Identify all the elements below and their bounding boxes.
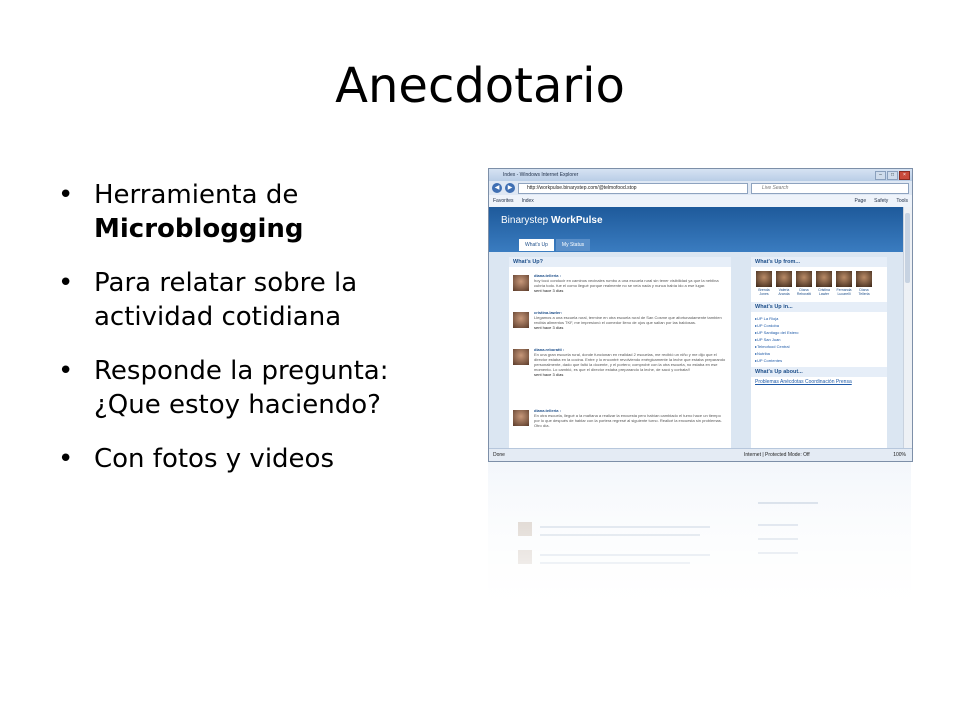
avatar[interactable] — [513, 275, 529, 291]
app-banner — [489, 207, 904, 252]
address-row — [489, 181, 912, 195]
friend-item[interactable]: Brenda Jones — [755, 271, 773, 296]
friend-item[interactable]: Cristina Lawler — [815, 271, 833, 296]
bullet-item: • Herramienta de Microblogging — [58, 178, 438, 246]
safety-menu[interactable]: Safety — [874, 198, 889, 204]
status-text: Done — [493, 452, 505, 458]
page-content — [489, 207, 904, 449]
place-link[interactable]: ▸ Telmofood Central — [755, 343, 883, 350]
list-item — [509, 402, 731, 439]
close-icon[interactable]: × — [899, 171, 910, 180]
search-input[interactable]: Live Search — [751, 183, 909, 194]
address-bar[interactable]: http://workpulse.binarystep.com/@telmofood.stop — [518, 183, 748, 194]
place-link[interactable]: ▸ UP San Juan — [755, 336, 883, 343]
post-text: hoy tocó conducir en caminos vecinales rumbo a una escuela rural sin tener visibilidad ya que la neblina cubría todo. fue el como llegué porque realmente no se veía nada y nunca había ido a ese lugar. — [534, 278, 719, 288]
whats-up-panel — [509, 257, 731, 449]
tab-whats-up[interactable]: What's Up — [519, 239, 554, 251]
post-author[interactable]: diana.telleria : — [534, 273, 561, 278]
panel-heading: What's Up in... — [751, 302, 887, 312]
avatar — [856, 271, 872, 287]
list-item — [509, 304, 731, 341]
avatar[interactable] — [513, 349, 529, 365]
avatar[interactable] — [513, 410, 529, 426]
friend-item[interactable]: Diana Telleria — [855, 271, 873, 296]
panel-heading: What's Up? — [509, 257, 731, 267]
avatar — [816, 271, 832, 287]
window-titlebar — [489, 169, 912, 181]
post-text: En una gran escuela rural, donde funcionan en realidad 2 escuelas, me recibió un niño y me dijo que el director estaba en la cocina. Entre y lo encontré revolviendo enérgicamente la leche que estaba preparando personalmente, dado que faltó la docente, y el portero; comprobé con la otra escuela, no estaba en ese momento. Lo cambió, es que el director estaba preparando la leche, de sacó y corbata!! — [534, 352, 726, 372]
app-logo: Binarystep WorkPulse — [501, 215, 603, 226]
app-tabs — [519, 239, 590, 251]
window-title: Index - Windows Internet Explorer — [503, 172, 579, 178]
bullet-item: • Responde la pregunta: ¿Que estoy haciendo? — [58, 354, 438, 422]
friend-item[interactable]: Diana Reboratti — [795, 271, 813, 296]
screenshot-reflection — [488, 462, 911, 632]
post-time: sent hace 3 días — [534, 288, 564, 293]
post-author[interactable]: diana.telleria : — [534, 408, 561, 413]
post-text: En otra escuela, llegué a la mañana a realizar la encuesta pero habían cambiado el turno hace un tiempo por lo que después de hablar con la portera regresé al siguiente turno. Realicé la encuesta sin problemas. Otro día. — [534, 413, 722, 428]
avatar — [756, 271, 772, 287]
tag-links[interactable]: Problemas Anécdotas Coordinación Prensa — [755, 379, 852, 385]
bullet-item: • Con fotos y videos — [58, 442, 438, 476]
zoom-level[interactable]: 100% — [893, 452, 906, 458]
panel-heading: What's Up about... — [751, 367, 887, 377]
forward-icon[interactable]: ▶ — [505, 183, 515, 193]
favorites-button[interactable]: Favorites — [493, 198, 514, 204]
minimize-icon[interactable]: – — [875, 171, 886, 180]
list-item — [509, 267, 731, 304]
tab-my-status[interactable]: My Status — [556, 239, 590, 251]
avatar — [836, 271, 852, 287]
place-link[interactable]: ▸ UP Santiago del Estero — [755, 329, 883, 336]
place-link[interactable]: ▸ UP Corrientes — [755, 357, 883, 364]
panel-heading: What's Up from... — [751, 257, 887, 267]
page-menu[interactable]: Page — [854, 198, 867, 204]
post-time: sent hace 3 días — [534, 372, 564, 377]
post-text: Llegamos a una escuela rural, termine en otra escuela rural de San Cosme que afortunadamente tambien recibia alimentos TKF, me impresionó el comedor lleno de ojos que salían por las baldosas. — [534, 315, 722, 325]
scrollbar[interactable] — [903, 207, 912, 449]
browser-screenshot — [488, 168, 913, 462]
place-link[interactable]: ▸ UP La Rioja — [755, 315, 883, 322]
place-link[interactable]: ▸ UP Cordoba — [755, 322, 883, 329]
scrollbar-thumb[interactable] — [905, 213, 910, 283]
places-list — [751, 312, 887, 367]
maximize-icon[interactable]: □ — [887, 171, 898, 180]
friend-item[interactable]: Valeria Aranda — [775, 271, 793, 296]
tools-menu[interactable]: Tools — [896, 198, 908, 204]
avatar[interactable] — [513, 312, 529, 328]
sidebar-panel — [751, 257, 887, 449]
avatar — [776, 271, 792, 287]
bullet-item: • Para relatar sobre la actividad cotidiana — [58, 266, 438, 334]
back-icon[interactable]: ◀ — [492, 183, 502, 193]
place-link[interactable]: ▸ Nutriba — [755, 350, 883, 357]
friends-list — [751, 267, 887, 296]
command-bar — [854, 198, 908, 204]
list-item — [509, 341, 731, 402]
slide-title: Anecdotario — [335, 58, 625, 114]
post-author[interactable]: diana.reboratti : — [534, 347, 565, 352]
security-zone: Internet | Protected Mode: Off — [744, 452, 810, 458]
avatar — [796, 271, 812, 287]
window-controls — [875, 171, 910, 180]
tab-index[interactable]: Index — [521, 198, 534, 204]
post-author[interactable]: cristina.lawler: — [534, 310, 563, 315]
post-time: sent hace 3 días — [534, 325, 564, 330]
bullet-list — [58, 178, 438, 496]
friend-item[interactable]: Fernanda Lucarelli — [835, 271, 853, 296]
status-bar — [489, 448, 912, 461]
